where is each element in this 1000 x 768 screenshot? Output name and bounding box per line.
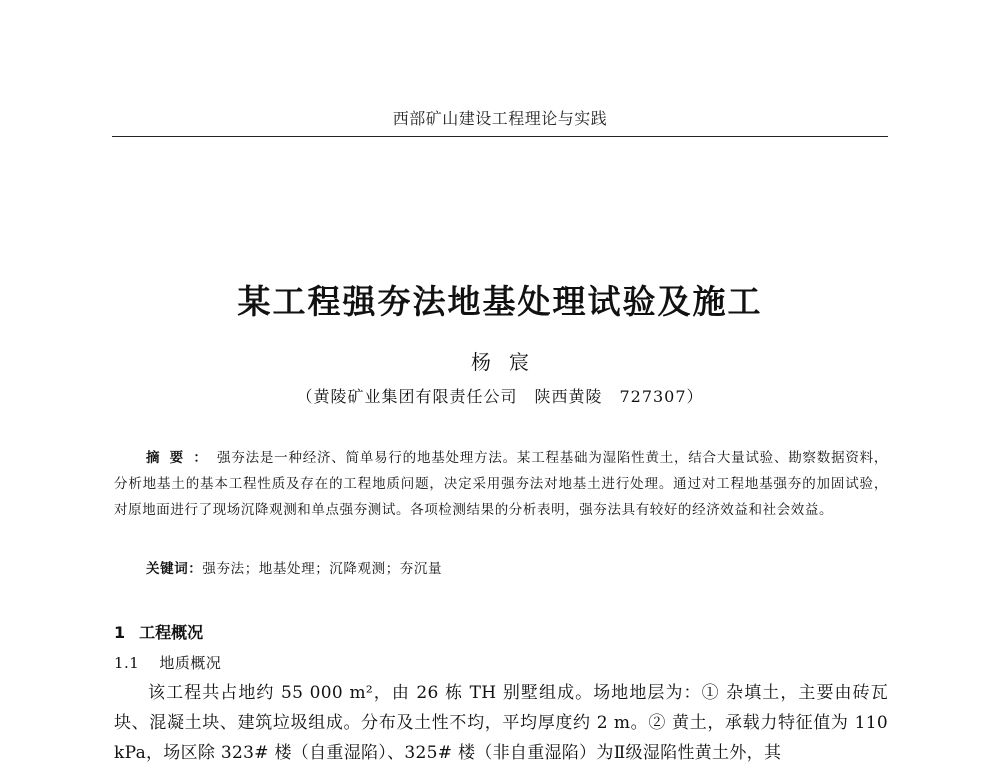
section-heading bbox=[114, 620, 203, 643]
body-paragraph: 该工程共占地约 55 000 m²，由 26 栋 TH 别墅组成。场地地层为：① 杂填土，主要由砖瓦块、混凝土块、建筑垃圾组成。分布及土性不均，平均厚度约 2 m。② 黄土，承载力特征值为 110 kPa，场区除 323# 楼（自重湿陷）、325# 楼（非自重湿陷）为Ⅱ级湿陷性黄土外，其 bbox=[114, 683, 888, 763]
subsection-heading bbox=[114, 652, 221, 673]
section-number: 1 bbox=[114, 623, 126, 642]
subsection-title: 地质概况 bbox=[159, 654, 222, 672]
running-header: 西部矿山建设工程理论与实践 bbox=[392, 109, 608, 128]
paper-affiliation: （黄陵矿业集团有限责任公司 陕西黄陵 727307） bbox=[296, 387, 704, 406]
header-divider bbox=[112, 136, 888, 137]
subsection-number: 1.1 bbox=[114, 654, 140, 672]
abstract bbox=[114, 445, 888, 523]
abstract-text: 强夯法是一种经济、简单易行的地基处理方法。某工程基础为湿陷性黄土，结合大量试验、勘察数据资料，分析地基土的基本工程性质及存在的工程地质问题，决定采用强夯法对地基土进行处理。通过对工程地基强夯的加固试验，对原地面进行了现场沉降观测和单点强夯测试。各项检测结果的分析表明，强夯法具有较好的经济效益和社会效益。 bbox=[114, 450, 889, 518]
paper-title: 某工程强夯法地基处理试验及施工 bbox=[237, 282, 763, 321]
abstract-label: 摘要： bbox=[146, 450, 218, 466]
section-title: 工程概况 bbox=[139, 623, 204, 642]
keywords-text: 强夯法；地基处理；沉降观测；夯沉量 bbox=[202, 561, 443, 577]
keywords bbox=[146, 557, 886, 577]
keywords-label: 关键词： bbox=[146, 561, 203, 577]
paper-author: 杨宸 bbox=[471, 350, 547, 374]
